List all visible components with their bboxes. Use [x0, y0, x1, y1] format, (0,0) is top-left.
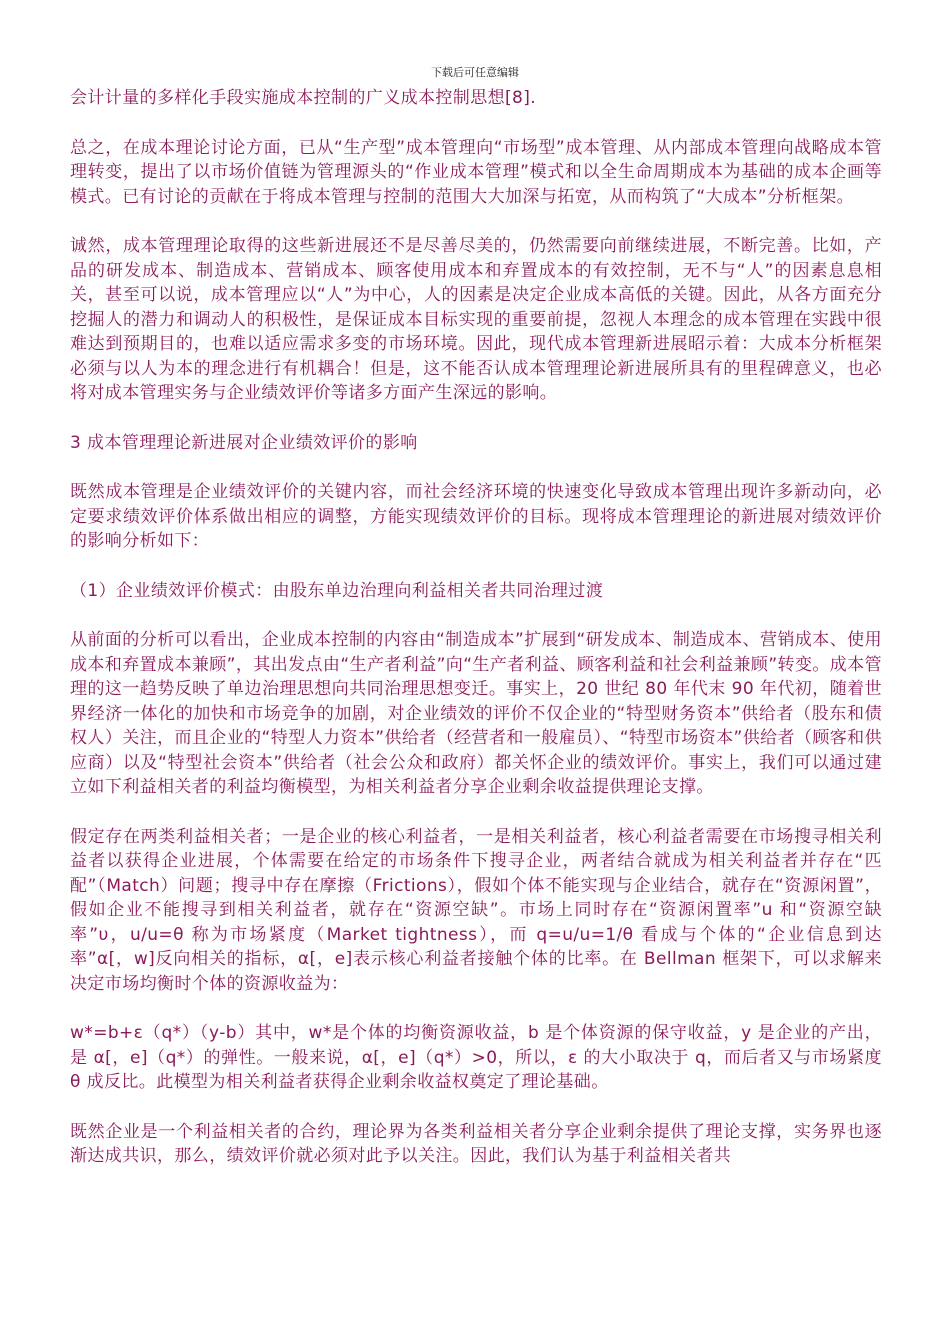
paragraph: 总之，在成本理论讨论方面，已从“生产型”成本管理向“市场型”成本管理、从内部成本管理向战略成本管理转变，提出了以市场价值链为管理源头的“作业成本管理”模式和以全生命周期成本为基础的成本企画等模式。已有讨论的贡献在于将成本管理与控制的范围大大加深与拓宽，从而构筑了“大成本”分析框架。: [70, 137, 882, 207]
subsection-heading: （1）企业绩效评价模式：由股东单边治理向利益相关者共同治理过渡: [70, 580, 604, 601]
paragraph: 诚然，成本管理理论取得的这些新进展还不是尽善尽美的，仍然需要向前继续进展，不断完善。比如，产品的研发成本、制造成本、营销成本、顾客使用成本和弃置成本的有效控制，无不与“人”的因素息息相关，甚至可以说，成本管理应以“人”为中心，人的因素是决定企业成本高低的关键。因此，从各方面充分挖掘人的潜力和调动人的积极性，是保证成本目标实现的重要前提，忽视人本理念的成本管理在实践中很难达到预期目的，也难以适应需求多变的市场环境。因此，现代成本管理新进展昭示着：大成本分析框架必须与以人为本的理念进行有机耦合！但是，这不能否认成本管理理论新进展所具有的里程碑意义，也必将对成本管理实务与企业绩效评价等诸多方面产生深远的影响。: [70, 236, 882, 403]
paragraph: 既然企业是一个利益相关者的合约，理论界为各类利益相关者分享企业剩余提供了理论支撑，实务界也逐渐达成共识，那么，绩效评价就必须对此予以关注。因此，我们认为基于利益相关者共: [70, 1121, 882, 1166]
section-heading: 3 成本管理理论新进展对企业绩效评价的影响: [70, 432, 418, 453]
paragraph: 既然成本管理是企业绩效评价的关键内容，而社会经济环境的快速变化导致成本管理出现许多新动向，必定要求绩效评价体系做出相应的调整，方能实现绩效评价的目标。现将成本管理理论的新进展对绩效评价的影响分析如下：: [70, 482, 882, 551]
document-body: [70, 86, 882, 1194]
paragraph: w*=b+ε（q*）（y-b）其中，w*是个体的均衡资源收益，b 是个体资源的保守收益，y 是企业的产出， 是 α[，e]（q*）的弹性。一般来说，α[，e]（q*）>0，所以，ε 的大小取决于 q，而后者又与市场紧度 θ 成反比。此模型为相关利益者获得企业剩余收益权奠定了理论基础。: [70, 1023, 882, 1092]
paragraph: 假定存在两类利益相关者；一是企业的核心利益者，一是相关利益者，核心利益者需要在市场搜寻相关利益者以获得企业进展，个体需要在给定的市场条件下搜寻企业，两者结合就成为相关利益者并存在“匹配”（Match）问题；搜寻中存在摩擦（Frictions），假如个体不能实现与企业结合，就存在“资源闲置”，假如企业不能搜寻到相关利益者，就存在“资源空缺”。市场上同时存在“资源闲置率”u 和“资源空缺率”υ，u/u=θ 称为市场紧度（Market tightness），而 q=u/u=1/θ 看成与个体的“企业信息到达率”α[，w]反向相关的指标，α[，e]表示核心利益者接触个体的比率。在 Bellman 框架下，可以求解来决定市场均衡时个体的资源收益为：: [70, 826, 882, 994]
paragraph: 会计计量的多样化手段实施成本控制的广义成本控制思想[8].: [70, 88, 537, 108]
paragraph: 从前面的分析可以看出，企业成本控制的内容由“制造成本”扩展到“研发成本、制造成本、营销成本、使用成本和弃置成本兼顾”，其出发点由“生产者利益”向“生产者利益、顾客利益和社会利益兼顾”转变。成本管理的这一趋势反映了单边治理思想向共同治理思想变迁。事实上，20 世纪 80 年代末 90 年代初，随着世界经济一体化的加快和市场竞争的加剧，对企业绩效的评价不仅企业的“特型财务资本”供给者（股东和债权人）关注，而且企业的“特型人力资本”供给者（经营者和一般雇员）、“特型市场资本”供给者（顾客和供应商）以及“特型社会资本”供给者（社会公众和政府）都关怀企业的绩效评价。事实上，我们可以通过建立如下利益相关者的利益均衡模型，为相关利益者分享企业剩余收益提供理论支撑。: [70, 630, 882, 797]
header-note: 下载后可任意编辑: [431, 66, 519, 79]
